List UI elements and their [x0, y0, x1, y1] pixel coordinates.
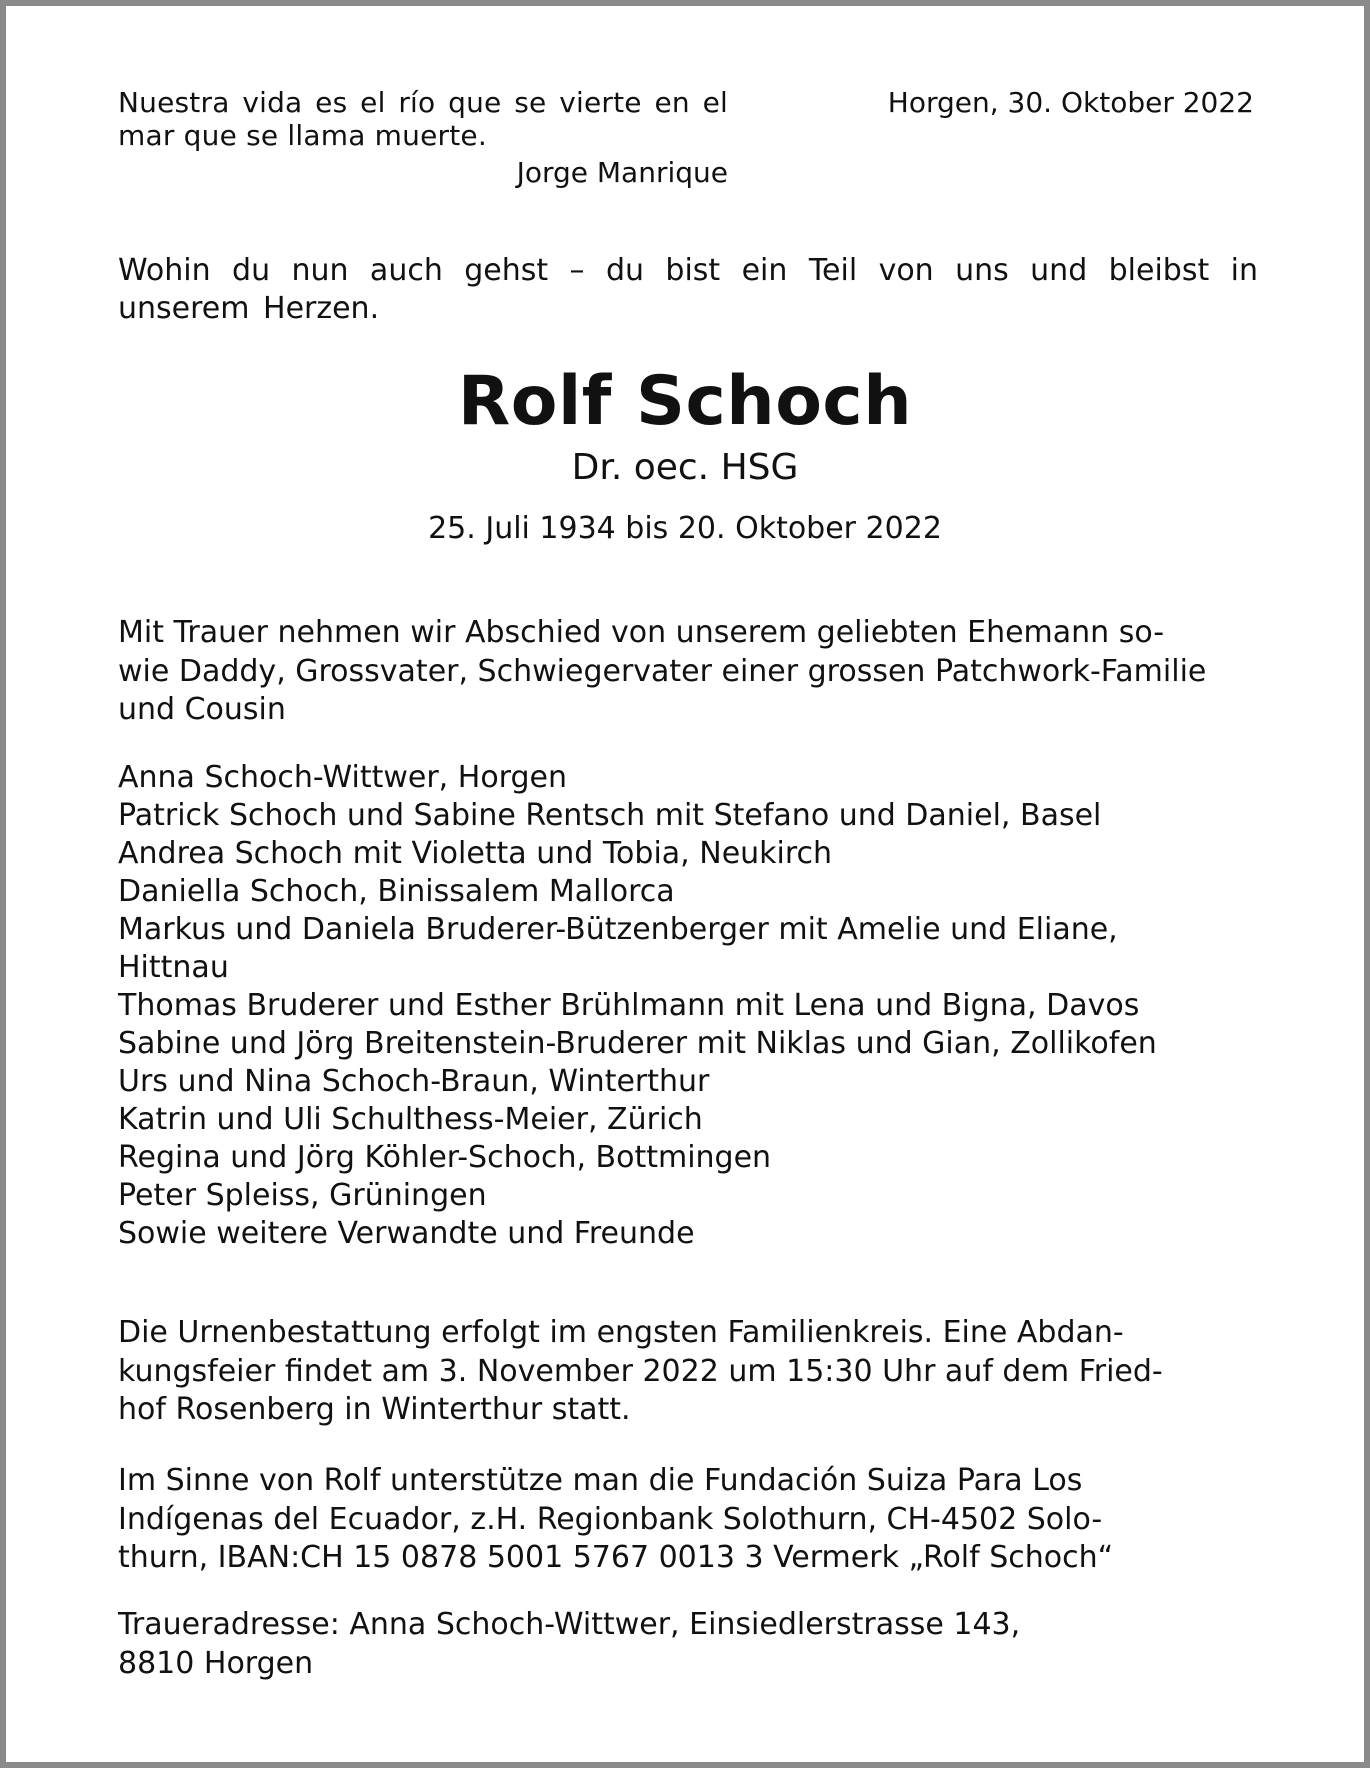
mourners-list: [118, 759, 1268, 1253]
place-and-date: Horgen, 30. Oktober 2022: [887, 86, 1254, 119]
mourner-line: Andrea Schoch mit Violetta und Tobia, Neukirch: [118, 836, 833, 871]
mourning-address: [118, 1606, 1268, 1683]
mourner-line: Katrin und Uli Schulthess-Meier, Zürich: [118, 1102, 703, 1137]
intro-paragraph: [118, 614, 1268, 730]
address-line: Traueradresse: Anna Schoch-Wittwer, Einsiedlerstrasse 143,: [118, 1607, 1021, 1642]
mourner-line: Thomas Bruderer und Esther Brühlmann mit Lena und Bigna, Davos: [118, 988, 1140, 1023]
mourner-line: Patrick Schoch und Sabine Rentsch mit Stefano und Daniel, Basel: [118, 798, 1102, 833]
donation-line: Indígenas del Ecuador, z.H. Regionbank Solothurn, CH-4502 Solo-: [118, 1501, 1103, 1537]
intro-line: Mit Trauer nehmen wir Abschied von unserem geliebten Ehemann so-: [118, 615, 1165, 650]
mourner-line: Peter Spleiss, Grüningen: [118, 1178, 487, 1213]
mourner-line: Sowie weitere Verwandte und Freunde: [118, 1216, 695, 1251]
mourner-line: Sabine und Jörg Breitenstein-Bruderer mit Niklas und Gian, Zollikofen: [118, 1026, 1157, 1061]
life-dates: 25. Juli 1934 bis 20. Oktober 2022: [428, 511, 942, 546]
funeral-paragraph: [118, 1314, 1268, 1430]
intro-line: wie Daddy, Grossvater, Schwiegervater einer grossen Patchwork-Familie: [118, 653, 1207, 689]
mourner-line: Hittnau: [118, 950, 229, 985]
address-line: 8810 Horgen: [118, 1645, 314, 1681]
motto-text: Wohin du nun auch gehst – du bist ein Teil von uns und bleibst in unserem Herzen.: [118, 253, 1258, 326]
funeral-line: kungsfeier findet am 3. November 2022 um 15:30 Uhr auf dem Fried-: [118, 1353, 1163, 1389]
funeral-line: Die Urnenbestattung erfolgt im engsten Familienkreis. Eine Abdan-: [118, 1315, 1124, 1350]
deceased-title: Dr. oec. HSG: [571, 447, 799, 488]
mourner-line: Markus und Daniela Bruderer-Bützenberger mit Amelie und Eliane,: [118, 912, 1118, 947]
mourner-line: Regina und Jörg Köhler-Schoch, Bottmingen: [118, 1140, 772, 1175]
funeral-line: hof Rosenberg in Winterthur statt.: [118, 1392, 631, 1427]
mourner-line: Daniella Schoch, Binissalem Mallorca: [118, 874, 675, 909]
donation-paragraph: [118, 1462, 1268, 1578]
mourner-line: Anna Schoch-Wittwer, Horgen: [118, 760, 567, 795]
obituary-page: [6, 6, 1364, 1762]
epigraph-quote: Nuestra vida es el río que se vierte en el mar que se llama muerte.: [118, 86, 728, 152]
deceased-name: Rolf Schoch: [457, 362, 913, 441]
donation-line: thurn, IBAN:CH 15 0878 5001 5767 0013 3 Vermerk „Rolf Schoch“: [118, 1540, 1114, 1575]
donation-line: Im Sinne von Rolf unterstütze man die Fundación Suiza Para Los: [118, 1463, 1083, 1498]
mourner-line: Urs und Nina Schoch-Braun, Winterthur: [118, 1064, 710, 1099]
intro-line: und Cousin: [118, 692, 286, 727]
epigraph-author: Jorge Manrique: [516, 156, 728, 189]
